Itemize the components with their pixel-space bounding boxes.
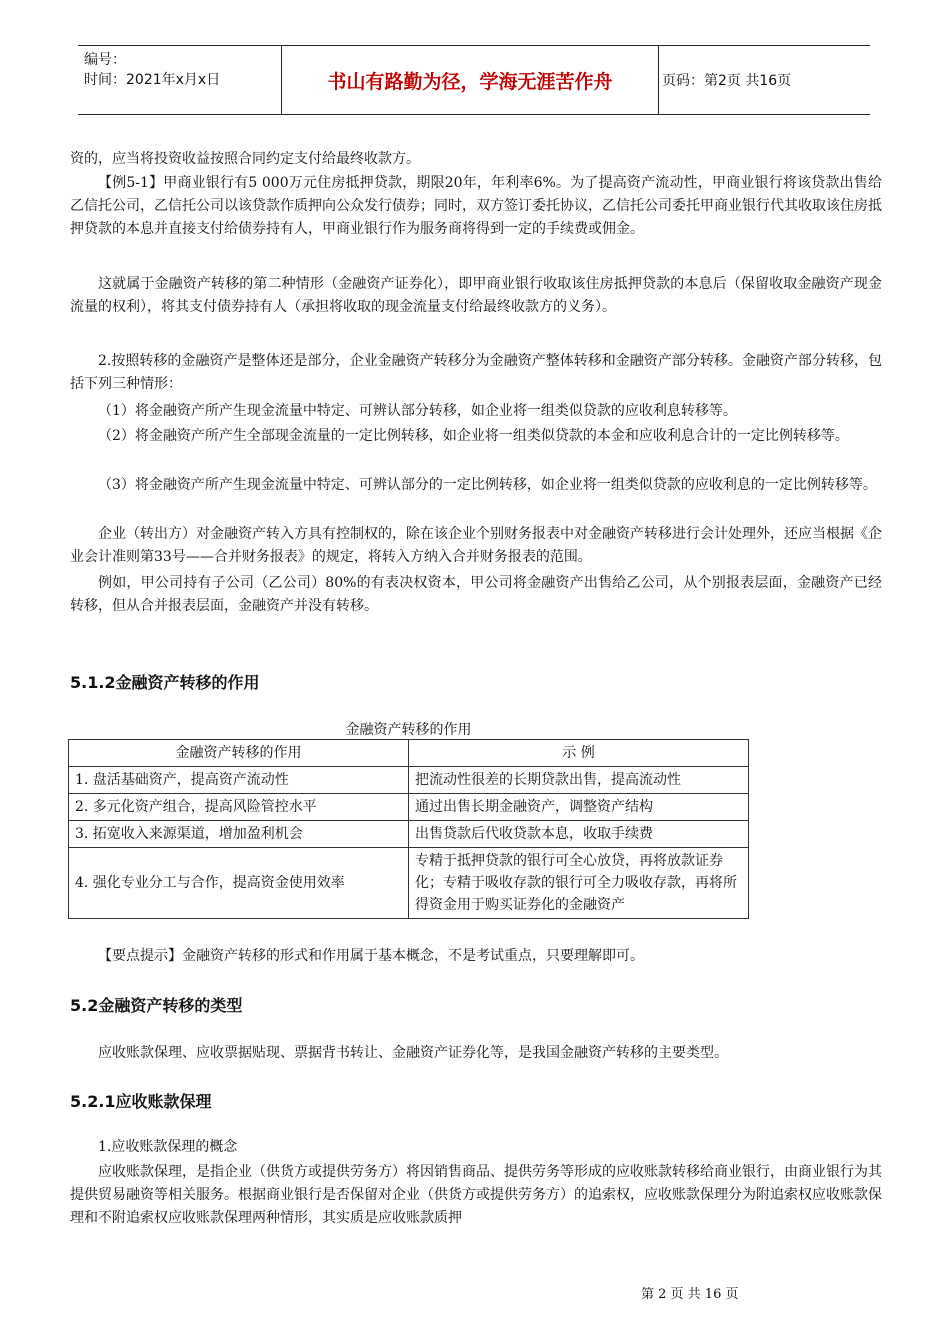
section-heading: 5.2.1应收账款保理: [70, 1092, 212, 1111]
table-cell: 1. 盘活基础资产，提高资产流动性: [69, 767, 409, 794]
paragraph: （3）将金融资产所产生现金流量中特定、可辨认部分的一定比例转移，如企业将一组类似贷款的应收利息的一定比例转移等。: [98, 477, 877, 493]
page-header: [78, 45, 870, 115]
page-footer: 第 2 页 共 16 页: [641, 1287, 739, 1302]
paragraph: 应收账款保理、应收票据贴现、票据背书转让、金融资产证券化等，是我国金融资产转移的主要类型。: [98, 1045, 728, 1061]
table-header-row: [69, 740, 749, 767]
table-cell: 把流动性很差的长期贷款出售，提高流动性: [409, 767, 749, 794]
number-label: 编号：: [84, 52, 126, 68]
table-cell: 4. 强化专业分工与合作，提高资金使用效率: [69, 848, 409, 919]
paragraph: 这就属于金融资产转移的第二种情形（金融资产证券化），即甲商业银行收取该住房抵押贷款的本息后（保留收取金融资产现金流量的权利），将其支付债券持有人（承担将收取的现金流量支付给最终收款方的义务）。: [70, 276, 882, 315]
paragraph: 例如，甲公司持有子公司（乙公司）80%的有表决权资本，甲公司将金融资产出售给乙公司，从个别报表层面，金融资产已经转移，但从合并报表层面，金融资产并没有转移。: [70, 575, 882, 614]
table-row: [69, 767, 749, 794]
paragraph: 【例5-1】甲商业银行有5 000万元住房抵押贷款，期限20年，年利率6%。为了提高资产流动性，甲商业银行将该贷款出售给乙信托公司，乙信托公司以该贷款作质押向公众发行债券；同时，双方签订委托协议，乙信托公司委托甲商业银行代其收取该住房抵押贷款的本息并直接支付给债券持有人，甲商业银行作为服务商将得到一定的手续费或佣金。: [70, 175, 882, 237]
table-cell: 出售贷款后代收贷款本息，收取手续费: [409, 821, 749, 848]
header-motto: 书山有路勤为径，学海无涯苦作舟: [327, 70, 613, 93]
table-row: [69, 848, 749, 919]
table-cell: 专精于抵押贷款的银行可全心放贷，再将放款证券化；专精于吸收存款的银行可全力吸收存款，再将所得资金用于购买证券化的金融资产: [409, 848, 749, 919]
section-heading: 5.2金融资产转移的类型: [70, 996, 243, 1015]
roles-table: [68, 739, 749, 919]
table-header: 示 例: [409, 740, 749, 767]
header-page-label: 页码：第2页 共16页: [662, 73, 792, 89]
table-row: [69, 821, 749, 848]
paragraph: 应收账款保理，是指企业（供货方或提供劳务方）将因销售商品、提供劳务等形成的应收账款转移给商业银行，由商业银行为其提供贸易融资等相关服务。根据商业银行是否保留对企业（供货方或提供劳务方）的追索权，应收账款保理分为附追索权应收账款保理和不附追索权应收账款保理两种情形，其实质是应收账款质押: [70, 1164, 882, 1226]
paragraph: 企业（转出方）对金融资产转入方具有控制权的，除在该企业个别财务报表中对金融资产转移进行会计处理外，还应当根据《企业会计准则第33号——合并财务报表》的规定，将转入方纳入合并财务报表的范围。: [70, 526, 882, 565]
paragraph: 资的，应当将投资收益按照合同约定支付给最终收款方。: [70, 151, 420, 167]
table-header: 金融资产转移的作用: [69, 740, 409, 767]
header-divider: [658, 46, 659, 114]
paragraph: （1）将金融资产所产生现金流量中特定、可辨认部分转移，如企业将一组类似贷款的应收利息转移等。: [98, 403, 737, 419]
paragraph: （2）将金融资产所产生全部现金流量的一定比例转移，如企业将一组类似贷款的本金和应收利息合计的一定比例转移等。: [98, 428, 849, 444]
header-meta: [84, 50, 280, 90]
table-cell: 通过出售长期金融资产，调整资产结构: [409, 794, 749, 821]
table-caption: 金融资产转移的作用: [345, 722, 472, 738]
table-row: [69, 794, 749, 821]
paragraph: 2.按照转移的金融资产是整体还是部分，企业金融资产转移分为金融资产整体转移和金融资产部分转移。金融资产部分转移，包括下列三种情形：: [70, 353, 882, 392]
section-heading: 5.1.2金融资产转移的作用: [70, 673, 260, 692]
table-cell: 3. 拓宽收入来源渠道，增加盈利机会: [69, 821, 409, 848]
time-label: 时间：2021年x月x日: [84, 72, 221, 88]
subheading: 1.应收账款保理的概念: [98, 1139, 238, 1155]
tip-note: 【要点提示】金融资产转移的形式和作用属于基本概念，不是考试重点，只要理解即可。: [98, 948, 644, 964]
table-cell: 2. 多元化资产组合，提高风险管控水平: [69, 794, 409, 821]
